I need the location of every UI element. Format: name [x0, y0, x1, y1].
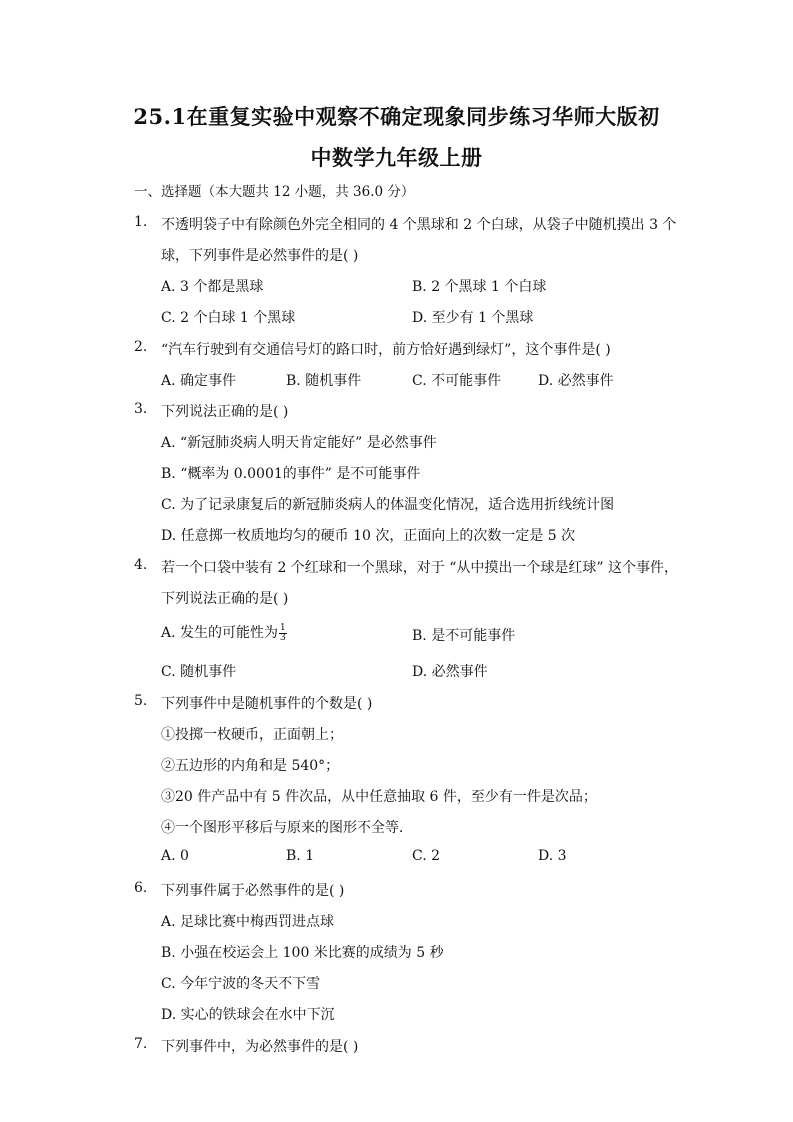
q7-number: 7.: [134, 1036, 148, 1052]
page-title-line2: 中数学九年级上册: [310, 145, 483, 170]
q4-option-c: C. 随机事件: [161, 664, 237, 680]
q5-item-3: ③20 件产品中有 5 件次品，从中任意抽取 6 件，至少有一件是次品；: [161, 789, 597, 805]
q6-option-c: C. 今年宁波的冬天不下雪: [161, 976, 321, 992]
q6-stem: 下列事件属于必然事件的是( ): [161, 883, 345, 899]
q2-option-d: D. 必然事件: [538, 373, 614, 389]
q4-number: 4.: [134, 557, 148, 573]
q6-option-b: B. 小强在校运会上 100 米比赛的成绩为 5 秒: [161, 945, 444, 961]
q5-stem: 下列事件中是随机事件的个数是( ): [161, 696, 373, 712]
q1-option-b: B. 2 个黑球 1 个白球: [412, 279, 547, 295]
q5-option-a: A. 0: [161, 848, 189, 864]
q1-number: 1.: [134, 214, 148, 230]
q5-item-2: ②五边形的内角和是 540°；: [161, 758, 340, 774]
q3-option-c: C. 为了记录康复后的新冠肺炎病人的体温变化情况，适合选用折线统计图: [161, 497, 615, 513]
q4-option-a: [161, 622, 287, 643]
q4-option-d: D. 必然事件: [412, 664, 488, 680]
q5-item-4: ④一个图形平移后与原来的图形不全等．: [161, 820, 413, 836]
q3-number: 3.: [134, 401, 148, 417]
q1-stem-line2: 球，下列事件是必然事件的是( ): [161, 248, 359, 264]
q5-option-c: C. 2: [412, 848, 441, 864]
q1-option-d: D. 至少有 1 个黑球: [412, 310, 534, 326]
q6-option-d: D. 实心的铁球会在水中下沉: [161, 1007, 335, 1023]
fraction-denominator: 3: [280, 632, 286, 643]
q2-option-a: A. 确定事件: [161, 373, 237, 389]
q5-item-1: ①投掷一枚硬币，正面朝上；: [161, 727, 343, 743]
q5-option-d: D. 3: [538, 848, 567, 864]
q3-option-d: D. 任意掷一枚质地均匀的硬币 10 次，正面向上的次数一定是 5 次: [161, 528, 576, 544]
q3-stem: 下列说法正确的是( ): [161, 404, 289, 420]
q4-stem-line2: 下列说法正确的是( ): [161, 591, 289, 607]
q7-stem: 下列事件中，为必然事件的是( ): [161, 1039, 359, 1055]
q1-stem-line1: 不透明袋子中有除颜色外完全相同的 4 个黑球和 2 个白球，从袋子中随机摸出 3 个: [161, 217, 677, 233]
fraction-numerator: 1: [280, 622, 286, 633]
q4-option-a-text: A. 发生的可能性为: [161, 625, 279, 641]
q3-option-a: A. “新冠肺炎病人明天肯定能好” 是必然事件: [161, 435, 437, 451]
q4-option-b: B. 是不可能事件: [412, 628, 516, 644]
q5-number: 5.: [134, 693, 148, 709]
q6-number: 6.: [134, 880, 148, 896]
q1-option-c: C. 2 个白球 1 个黑球: [161, 310, 296, 326]
page-title-line1: 25.1在重复实验中观察不确定现象同步练习华师大版初: [133, 104, 660, 129]
section-heading: 一、选择题（本大题共 12 小题，共 36.0 分）: [134, 184, 415, 200]
q2-stem: “汽车行驶到有交通信号灯的路口时，前方恰好遇到绿灯”，这个事件是( ): [161, 342, 611, 358]
q6-option-a: A. 足球比赛中梅西罚进点球: [161, 914, 335, 930]
q2-number: 2.: [134, 339, 148, 355]
q5-option-b: B. 1: [286, 848, 315, 864]
q4-stem-line1: 若一个口袋中装有 2 个红球和一个黑球，对于 “从中摸出一个球是红球” 这个事件，: [161, 560, 679, 576]
q3-option-b: B. “概率为 0.0001的事件” 是不可能事件: [161, 466, 421, 482]
q2-option-c: C. 不可能事件: [412, 373, 502, 389]
fraction: [279, 624, 287, 643]
q2-option-b: B. 随机事件: [286, 373, 362, 389]
q1-option-a: A. 3 个都是黑球: [161, 279, 264, 295]
